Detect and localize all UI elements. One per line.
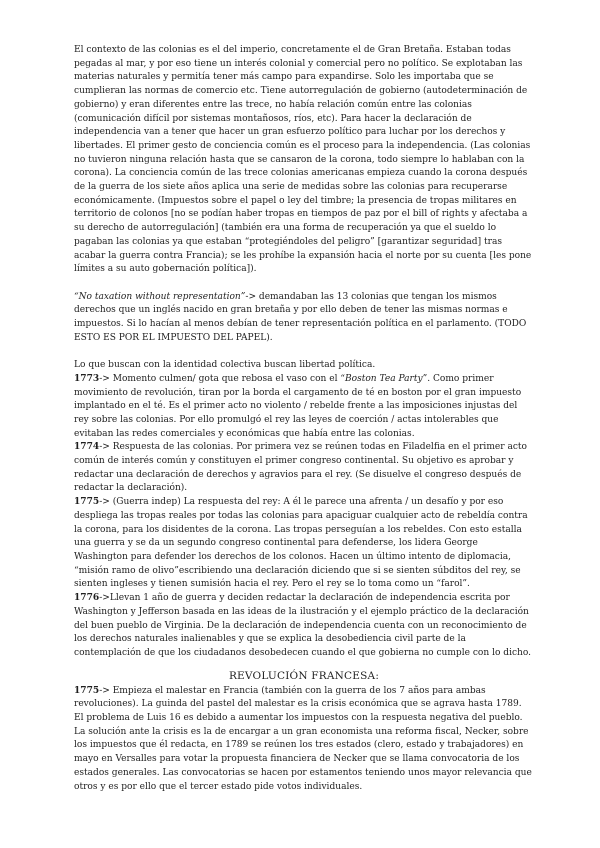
event-1775 — [74, 496, 534, 592]
event-1776-text: ->Llevan 1 año de guerra y deciden redactar la declaración de independencia escrita por Washington y Jefferson basada en las ideas de la ilustración y el ejemplo práctico de la declaración del buen pueblo de Virginia. De la declaración de independencia cuenta con un reconocimiento de los derechos naturales inalienables y que se explica la desobediencia civil parte de la contemplación de que los ciudadanos desobedecen cuando el que gobierna no cumple con lo dicho. — [74, 593, 532, 658]
paragraph-gap — [74, 277, 534, 291]
event-1774 — [74, 441, 534, 496]
year-1774: 1774 — [74, 442, 100, 453]
event-france-1775-text: -> Empieza el malestar en Francia (también con la guerra de los 7 años para ambas revoluciones). La guinda del pastel del malestar es la crisis económica que se agrava hasta 1789. El problema de Luis 16 es debido a aumentar los impuestos con la respuesta negativa del pueblo. La solución ante la crisis es la de encargar a un gran economista una reforma fiscal, Necker, sobre los impuestos que él redacta, en 1789 se reúnen los tres estados (clero, estado y trabajadores) en mayo en Versalles para votar la propuesta financiera de Necker que se llama convocatoria de los estados generales. Las convocatorias se hacen por estamentos teniendo unos mayor relevancia que otros y es por ello que el tercer estado pide votos individuales. — [74, 685, 532, 792]
event-france-1775 — [74, 685, 534, 795]
event-1773 — [74, 373, 534, 442]
paragraph-no-taxation — [74, 291, 534, 346]
event-1775-text: -> (Guerra indep) La respuesta del rey: A él le parece una afrenta / un desafío y por eso despliega las tropas reales por todas las colonias para apaciguar cualquier acto de rebeldía contra la corona, para los disidentes de la corona. Las tropas perseguían a los rebeldes. Con esto estalla una guerra y se da un segundo congreso continental para defenderse, los lidera George Washington para defender los derechos de los colonos. Hacen un último intento de diplomacia, “misión ramo de olivo”escribiendo una declaración diciendo que si se sienten súbditos del rey, se sienten ingleses y tienen sumisión hacia el rey. Pero el rey se lo toma como un “farol”. — [74, 497, 528, 590]
year-1776: 1776 — [74, 593, 100, 604]
paragraph-context: El contexto de las colonias es el del imperio, concretamente el de Gran Bretaña. Estaban todas pegadas al mar, y por eso tiene un interés colonial y comercial pero no político. Se explotaban las materias naturales y permitía tener más campo para expandirse. Solo les importaba que se cumplieran las normas de comercio etc. Tiene autorregulación de gobierno (autodeterminación de gobierno) y eran diferentes entre las trece, no había relación común entre las colonias (comunicación difícil por sistemas montañosos, ríos, etc). Para hacer la declaración de independencia van a tener que hacer un gran esfuerzo político para luchar por los derechos y libertades. El primer gesto de conciencia común es el proceso para la independencia. (Las colonias no tuvieron ninguna relación hasta que se cansaron de la corona, todo siempre lo hablaban con la corona). La conciencia común de las trece colonias americanas empieza cuando la corona después de la guerra de los siete años aplica una serie de medidas sobre las colonias para recuperarse económicamente. (Impuestos sobre el papel o ley del timbre; la presencia de tropas militares en territorio de colonos [no se podían haber tropas en tiempos de paz por el bill of rights y afectaba a su derecho de autorregulación] (también era una forma de recuperación ya que el sueldo lo pagaban las colonias ya que estaban “protegiéndoles del peligro” [garantizar seguridad] tras acabar la guerra contra Francia); se les prohíbe la expansión hacia el norte por su cuenta [les pone límites a su auto gobernación política]). — [74, 45, 532, 275]
event-1773-text-a: -> Momento culmen/ gota que rebosa el vaso con el “ — [99, 373, 345, 384]
event-1774-text: -> Respuesta de las colonias. Por primera vez se reúnen todas en Filadelfia en el primer acto común de interés común y constituyen el primer congreso continental. Su objetivo es aprobar y redactar una declaración de derechos y agravios para el rey. (Se disuelve el congreso después de redactar la declaración). — [74, 442, 527, 494]
no-taxation-text: -> demandaban las 13 colonias que tengan los mismos derechos que un inglés nacido en gran bretaña y por ello deben de tener las mismas normas e impuestos. Si lo hacían al menos debían de tener representación política en el parlamento. (TODO ESTO ES POR EL IMPUESTO DEL PAPEL). — [74, 291, 527, 343]
document-page — [74, 44, 534, 794]
year-1773: 1773 — [74, 373, 100, 384]
event-1776 — [74, 592, 534, 661]
section-heading: REVOLUCIÓN FRANCESA: — [228, 669, 380, 682]
event-1773-text-b: ”. Como primer movimiento de revolución, tiran por la borda el cargamento de té en boston por el gran impuesto implantado en el té. Es el primer acto no violento / rebelde frente a las imposiciones injustas del rey sobre las colonias. Por ello promulgó el rey las leyes de coerción / actas intolerables que evitaban las redes comerciales y económicas que había entre las colonias. — [74, 373, 522, 439]
no-taxation-quote: “No taxation without representation” — [74, 291, 246, 302]
paragraph-gap — [74, 345, 534, 359]
year-1775: 1775 — [74, 497, 100, 508]
paragraph-collective-identity: Lo que buscan con la identidad colectiva buscan libertad política. — [74, 360, 376, 371]
boston-tea-party-label: Boston Tea Party — [344, 373, 423, 384]
year-france-1775: 1775 — [74, 685, 100, 696]
